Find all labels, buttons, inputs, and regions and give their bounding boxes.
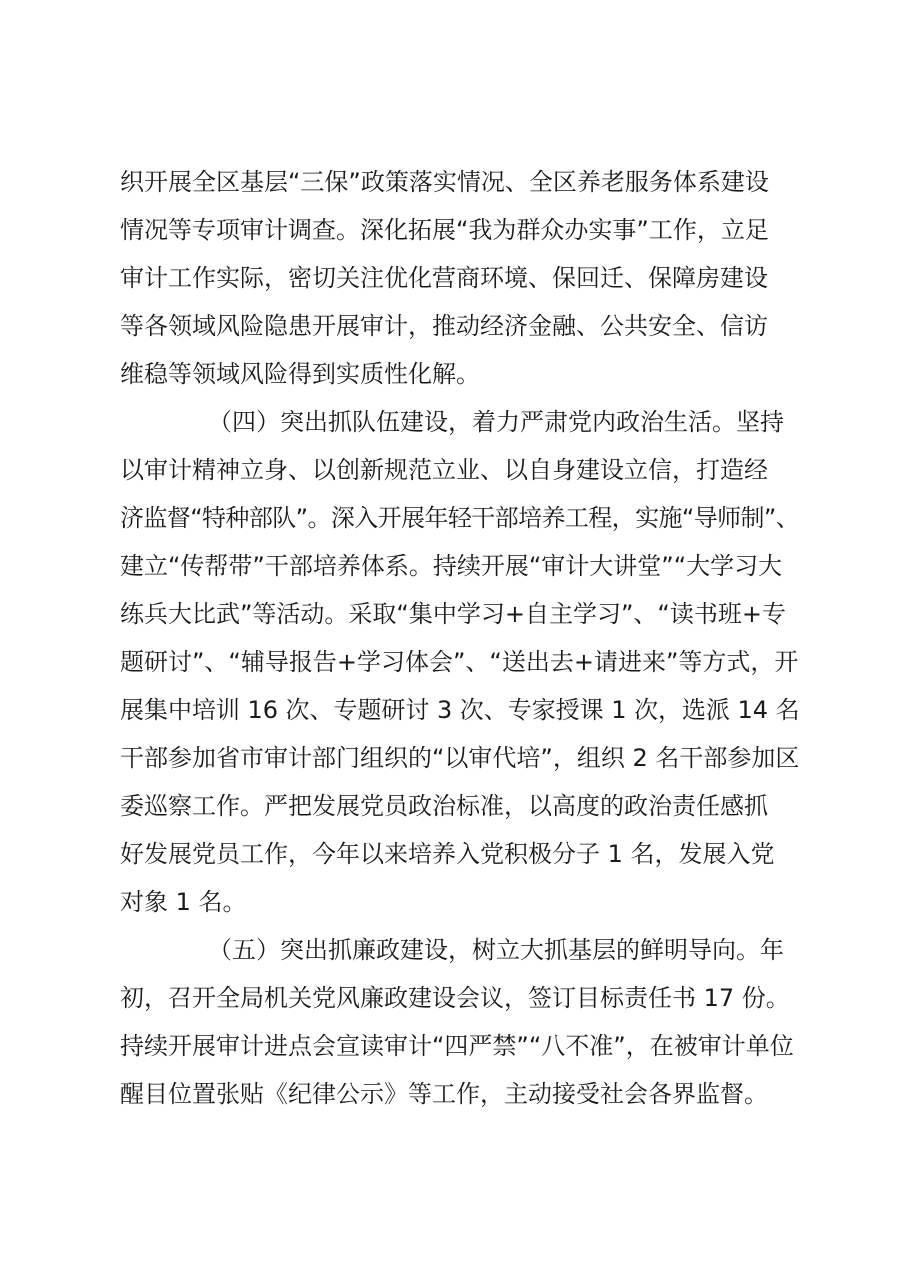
text-line: 题研讨”、“辅导报告+学习体会”、“送出去+请进来”等方式，开 — [120, 648, 799, 676]
text-line: 建立“传帮带”干部培养体系。持续开展“审计大讲堂”“大学习大 — [120, 552, 783, 580]
text-line: 以审计精神立身、以创新规范立业、以自身建设立信，打造经 — [120, 456, 768, 484]
text-line: 审计工作实际，密切关注优化营商环境、保回迁、保障房建设 — [120, 264, 768, 292]
text-line: 练兵大比武”等活动。采取“集中学习+自主学习”、“读书班+专 — [120, 600, 786, 628]
text-line: 织开展全区基层“三保”政策落实情况、全区养老服务体系建设 — [120, 168, 769, 196]
text-line: 济监督“特种部队”。深入开展年轻干部培养工程，实施“导师制”、 — [120, 504, 800, 532]
text-line: 对象 1 名。 — [120, 888, 247, 916]
text-line: 委巡察工作。严把发展党员政治标准，以高度的政治责任感抓 — [120, 792, 768, 820]
paragraph-start-line: （五）突出抓廉政建设，树立大抓基层的鲜明导向。年 — [208, 936, 784, 964]
text-line: 维稳等领域风险得到实质性化解。 — [120, 360, 480, 388]
text-line: 好发展党员工作，今年以来培养入党积极分子 1 名，发展入党 — [120, 840, 775, 868]
paragraph-start-line: （四）突出抓队伍建设，着力严肃党内政治生活。坚持 — [208, 408, 784, 436]
text-line: 醒目位置张贴《纪律公示》等工作，主动接受社会各界监督。 — [120, 1080, 768, 1108]
text-line: 初，召开全局机关党风廉政建设会议，签订目标责任书 17 份。 — [120, 984, 790, 1012]
text-line: 干部参加省市审计部门组织的“以审代培”，组织 2 名干部参加区 — [120, 744, 800, 772]
body-text — [120, 158, 800, 1118]
text-line: 情况等专项审计调查。深化拓展“我为群众办实事”工作，立足 — [120, 216, 769, 244]
text-line: 等各领域风险隐患开展审计，推动经济金融、公共安全、信访 — [120, 312, 768, 340]
text-line: 持续开展审计进点会宣读审计“四严禁”“八不准”，在被审计单位 — [120, 1032, 794, 1060]
text-line: 展集中培训 16 次、专题研讨 3 次、专家授课 1 次，选派 14 名 — [120, 696, 800, 724]
